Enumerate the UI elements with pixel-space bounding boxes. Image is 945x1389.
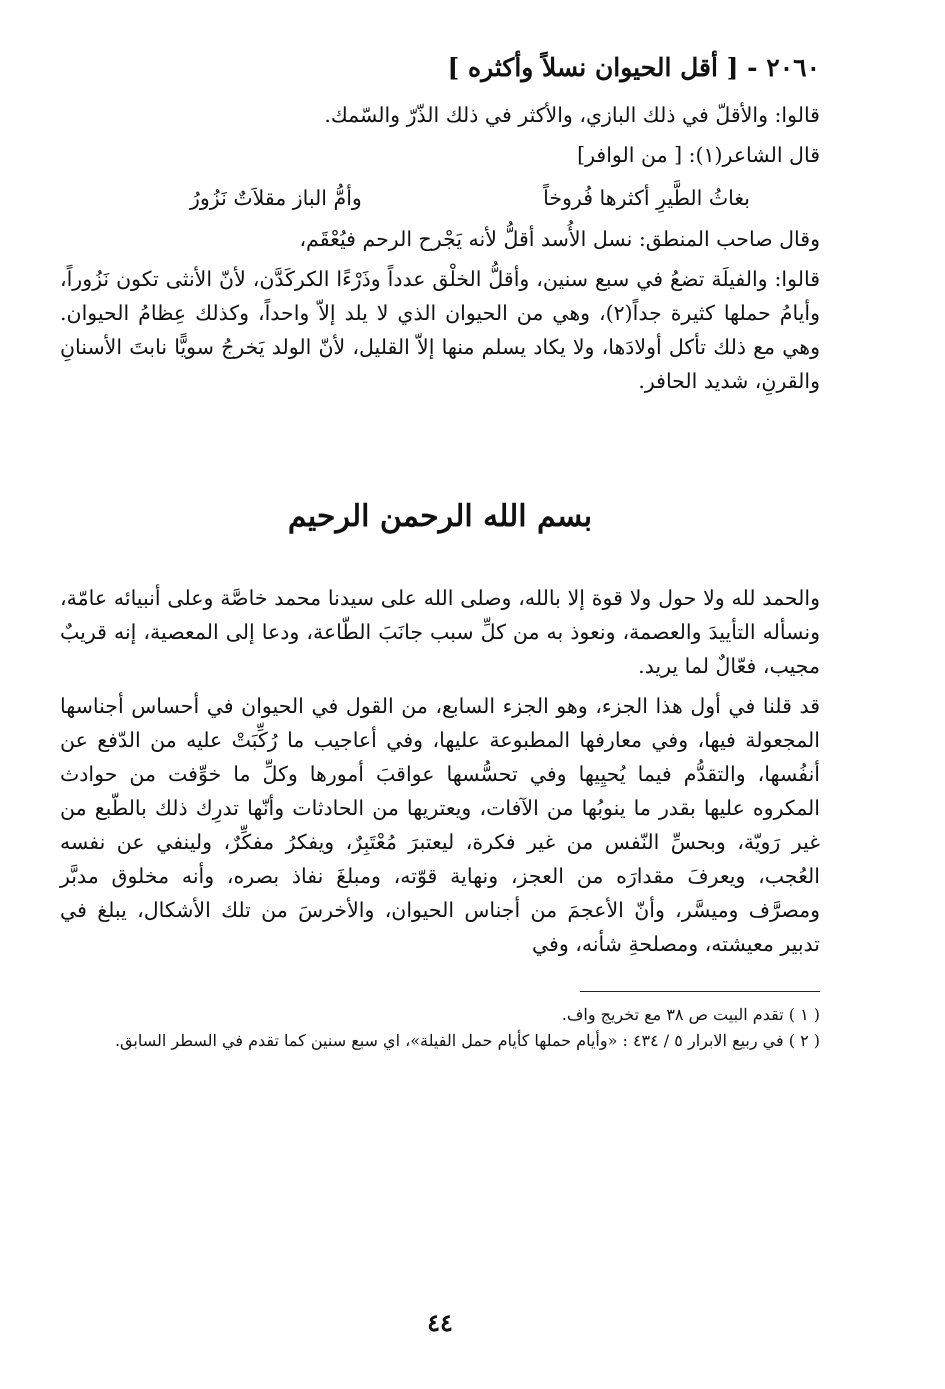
paragraph-fila: قالوا: والفيلَة تضعُ في سبع سنين، وأقلُّ الخلْق عدداً وذَرْءًا الكركَدَّن، لأنّ الأنثى تكون نَزُوراً، وأيامُ حملها كثيرة جداً(٢)، وهي من الحيوان الذي لا يلد إلاّ واحداً، وكذلك عِظامُ الحيوان. وهي مع ذلك تأكل أولادَها، ولا يكاد يسلم منها إلاّ القليل، لأنّ الولد يَخرجُ سويًّا نابتَ الأسنانِ والقرنِ، شديد الحافر. — [60, 267, 820, 393]
poet-intro-text: قال الشاعر — [722, 143, 820, 167]
verse-second-hemistich: وأمُّ الباز مقلاَتٌ نَزُورُ — [190, 186, 362, 210]
footnote-1: ( ١ ) تقدم البيت ص ٣٨ مع تخريج واف. — [561, 1005, 820, 1024]
book-page — [60, 48, 820, 1358]
section-number: ٢٠٦٠ — [766, 53, 820, 82]
paragraph-main: قد قلنا في أول هذا الجزء، وهو الجزء السابع، من القول في الحيوان في أحساس أجناسها المجعولة فيها، وفي معارفها المطبوعة عليها، وفي أعاجيب ما رُكِّبَتْ عليه من الدّفع عن أنفُسها، والتقدُّم فيما يُحيِيها وفي تحسُّسها عواقبَ أمورها وكلِّ ما خوِّفت من حوادث المكروه عليها بقدر ما ينوبُها من الآفات، ويعتريها من الحادثات وأنّها تدرِك ذلك بالطّبع من غير رَويّة، وبحسِّ النّفس من غير فكرة، ليعتبرَ مُعْتَبِرٌ، ويفكرُ مفكِّرٌ، ولينفي عن نفسه العُجب، ويعرفَ مقدارَه من العجز، ونهاية قوّته، ومبلغَ نفاذ بصره، وأنه مخلوق مدبَّر ومصرَّف وميسَّر، وأنّ الأعجمَ من أجناس الحيوان، والأخرسَ من تلك الأشكال، يبلغ في تدبير معيشته، ومصلحةِ شأنه، وفي — [60, 694, 820, 956]
footnote-2: ( ٢ ) في ربيع الابرار ٥ / ٤٣٤ : «وأيام حملها كأيام حمل الفيلة»، اي سبع سنين كما تقدم في السطر السابق. — [114, 1031, 820, 1050]
verse-first-hemistich: بغاثُ الطَّيرِ أكثرها فُروخاً — [543, 186, 750, 210]
section-title: - [ أقل الحيوان نسلاً وأكثره ] — [447, 53, 758, 82]
paragraph-hamd: والحمد لله ولا حول ولا قوة إلا بالله، وصلى الله على سيدنا محمد خاصَّة وعلى أنبيائه عامّة، ونسأله التأييدَ والعصمة، ونعوذ به من كلِّ سبب جانَبَ الطّاعة، ودعا إلى المعصية، إنه قريبٌ مجيب، فعّالٌ لما يريد. — [60, 586, 820, 678]
poet-intro — [60, 138, 820, 172]
meter-label: (١): [ من الوافر] — [577, 143, 723, 167]
footnote-divider — [580, 991, 820, 992]
section-heading — [60, 48, 820, 88]
poem-verse — [190, 180, 750, 216]
page-number: ٤٤ — [427, 1308, 453, 1337]
paragraph-mantiq: وقال صاحب المنطق: نسل الأُسد أقلُّ لأنه يَجْرح الرحم فيُعْقَم، — [299, 227, 820, 251]
basmala-title: بسم الله الرحمن الرحيم — [287, 499, 593, 534]
paragraph-aqall: قالوا: والأقلّ في ذلك البازي، والأكثر في ذلك الذّرّ والسّمك. — [324, 103, 820, 127]
